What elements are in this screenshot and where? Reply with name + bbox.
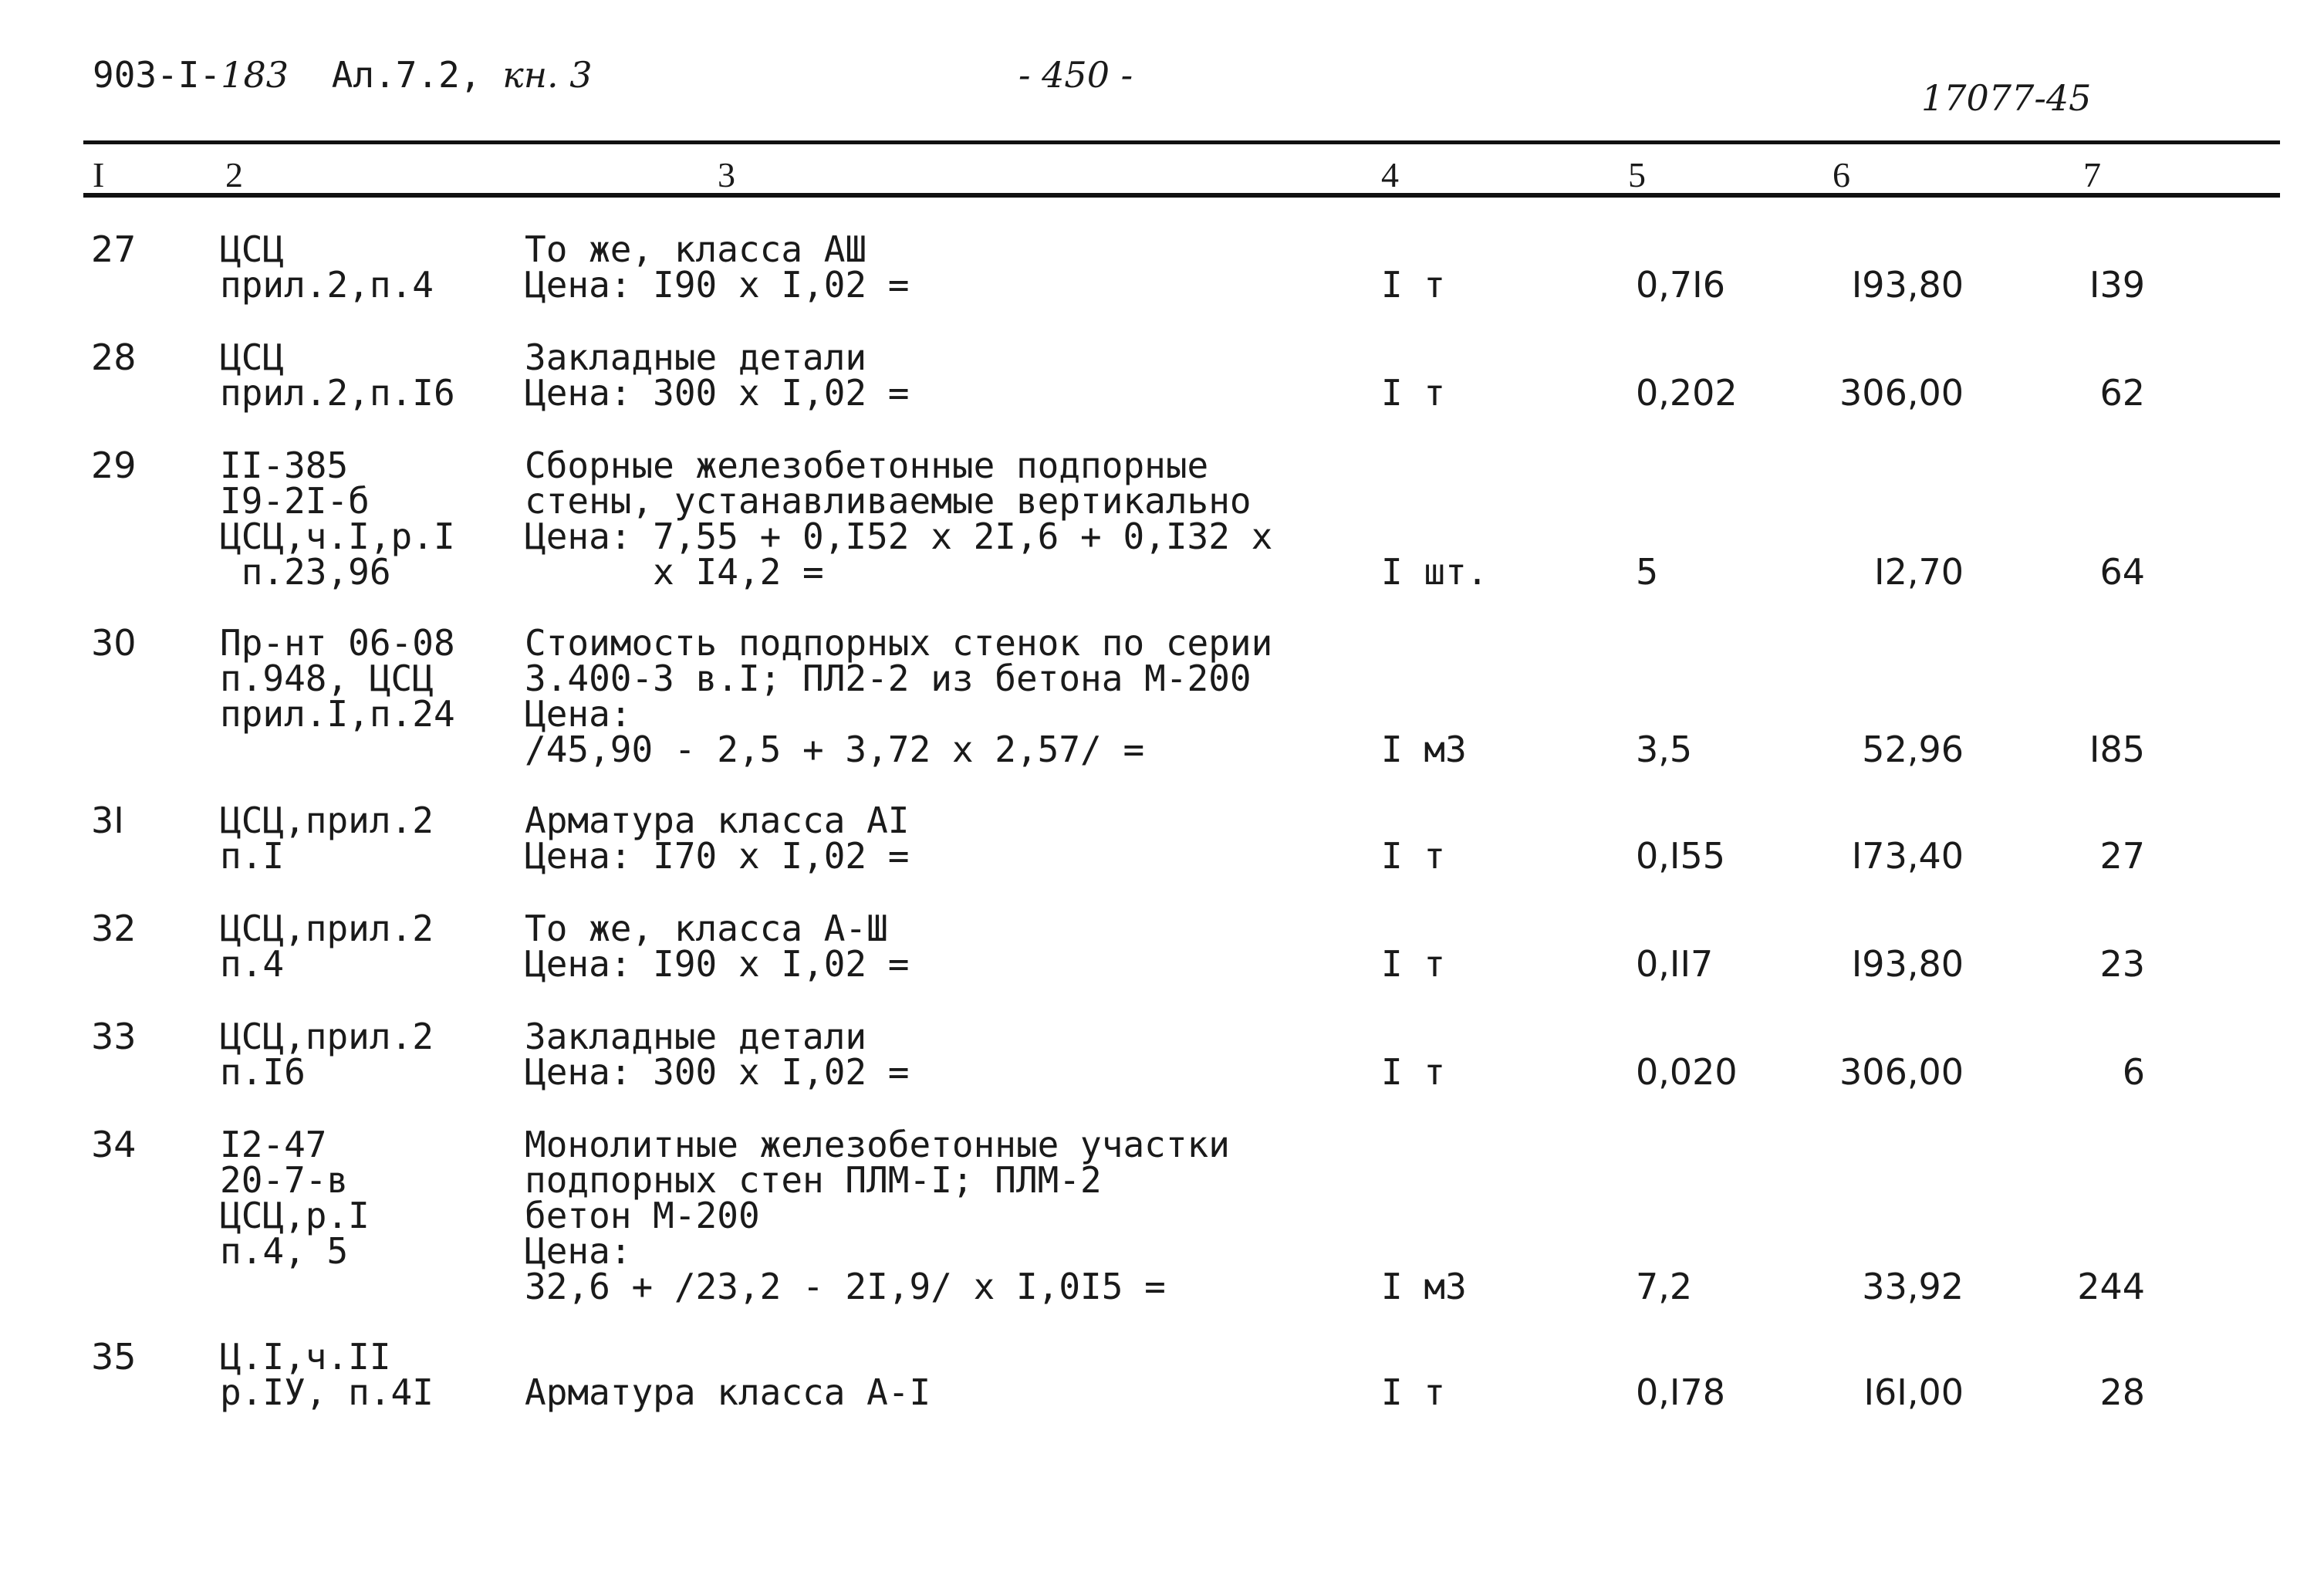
row-number: 29 — [91, 445, 137, 486]
row-description: Стоимость подпорных стенок по серии 3.400-3 в.I; ПЛ2-2 из бетона М-200 Цена: /45,90 - 2,5 + 3,72 х 2,57/ = — [525, 622, 1273, 770]
row-unit-price: I73,40 — [1851, 835, 1964, 877]
row-reference: Ц.I,ч.II р.IУ, п.4I — [220, 1336, 434, 1413]
row-unit: I м3 — [1381, 1266, 1467, 1307]
column-number-7: 7 — [2083, 155, 2101, 194]
top-rule — [83, 140, 2280, 144]
row-description: Арматура класса А-I — [525, 1371, 931, 1413]
row-reference: ЦСЦ прил.2,п.4 — [220, 228, 434, 306]
row-total: 27 — [2099, 835, 2145, 877]
row-total: 244 — [2077, 1266, 2145, 1307]
doc-code-handwritten: 183 — [221, 54, 289, 96]
row-number: 27 — [91, 228, 137, 270]
row-total: 62 — [2099, 372, 2145, 414]
row-unit: I м3 — [1381, 729, 1467, 770]
row-reference: II-385 I9-2I-б ЦСЦ,ч.I,р.I п.23,96 — [220, 445, 455, 593]
row-unit: I т — [1381, 372, 1446, 414]
column-number-1: I — [93, 155, 105, 194]
row-number: 35 — [91, 1336, 137, 1378]
row-number: 30 — [91, 622, 137, 664]
row-reference: ЦСЦ,прил.2 п.4 — [220, 908, 434, 985]
row-total: 64 — [2099, 551, 2145, 593]
row-number: 28 — [91, 336, 137, 378]
row-number: 33 — [91, 1016, 137, 1057]
row-description: Закладные детали Цена: 300 х I,02 = — [525, 336, 910, 414]
column-number-4: 4 — [1381, 155, 1399, 194]
row-quantity: 7,2 — [1636, 1266, 1693, 1307]
row-reference: ЦСЦ,прил.2 п.I — [220, 800, 434, 877]
row-description: То же, класса АШ Цена: I90 х I,02 = — [525, 228, 910, 306]
row-unit-price: 52,96 — [1862, 729, 1964, 770]
row-unit-price: I93,80 — [1851, 943, 1964, 985]
column-number-3: 3 — [718, 155, 735, 194]
row-quantity: 0,I55 — [1636, 835, 1725, 877]
row-unit-price: I6I,00 — [1863, 1371, 1964, 1413]
page-number: - 450 - — [1018, 54, 1133, 96]
column-header-rule — [83, 193, 2280, 198]
row-unit-price: 33,92 — [1862, 1266, 1964, 1307]
row-number: 3I — [91, 800, 124, 841]
row-total: 28 — [2099, 1371, 2145, 1413]
row-unit-price: I93,80 — [1851, 264, 1964, 306]
row-number: 34 — [91, 1124, 137, 1165]
row-description: Закладные детали Цена: 300 х I,02 = — [525, 1016, 910, 1093]
row-quantity: 0,202 — [1636, 372, 1738, 414]
row-reference: ЦСЦ прил.2,п.I6 — [220, 336, 455, 414]
row-description: То же, класса А-Ш Цена: I90 х I,02 = — [525, 908, 910, 985]
row-unit: I шт. — [1381, 551, 1488, 593]
row-unit: I т — [1381, 1371, 1446, 1413]
row-unit-price: 306,00 — [1839, 372, 1964, 414]
row-description: Сборные железобетонные подпорные стены, устанавливаемые вертикально Цена: 7,55 + 0,I52 х 2I,6 + 0,I32 х х I4,2 = — [525, 445, 1273, 593]
row-total: I85 — [2089, 729, 2145, 770]
row-quantity: 5 — [1636, 551, 1659, 593]
doc-code-typed: 903-I- — [93, 54, 221, 96]
row-quantity: 0,II7 — [1636, 943, 1714, 985]
row-reference: I2-47 20-7-в ЦСЦ,р.I п.4, 5 — [220, 1124, 370, 1272]
row-quantity: 0,7I6 — [1636, 264, 1725, 306]
row-unit: I т — [1381, 943, 1446, 985]
document-ref-number: 17077-45 — [1921, 77, 2092, 119]
column-number-6: 6 — [1833, 155, 1850, 194]
row-unit: I т — [1381, 1051, 1446, 1093]
row-number: 32 — [91, 908, 137, 949]
column-number-2: 2 — [225, 155, 243, 194]
book-ref: кн. 3 — [502, 54, 593, 96]
row-total: 6 — [2122, 1051, 2145, 1093]
row-unit-price: 306,00 — [1839, 1051, 1964, 1093]
row-description: Арматура класса АI Цена: I70 х I,02 = — [525, 800, 910, 877]
row-unit-price: I2,70 — [1874, 551, 1964, 593]
album-ref: Ал.7.2, — [331, 54, 481, 96]
doc-code — [93, 54, 593, 96]
row-description: Монолитные железобетонные участки подпорных стен ПЛМ-I; ПЛМ-2 бетон М-200 Цена: 32,6 + /23,2 - 2I,9/ х I,0I5 = — [525, 1124, 1230, 1307]
row-unit: I т — [1381, 835, 1446, 877]
row-total: I39 — [2089, 264, 2145, 306]
column-number-5: 5 — [1628, 155, 1646, 194]
row-quantity: 0,I78 — [1636, 1371, 1725, 1413]
row-quantity: 3,5 — [1636, 729, 1693, 770]
row-reference: Пр-нт 06-08 п.948, ЦСЦ прил.I,п.24 — [220, 622, 455, 735]
row-quantity: 0,020 — [1636, 1051, 1738, 1093]
row-reference: ЦСЦ,прил.2 п.I6 — [220, 1016, 434, 1093]
row-total: 23 — [2099, 943, 2145, 985]
row-unit: I т — [1381, 264, 1446, 306]
